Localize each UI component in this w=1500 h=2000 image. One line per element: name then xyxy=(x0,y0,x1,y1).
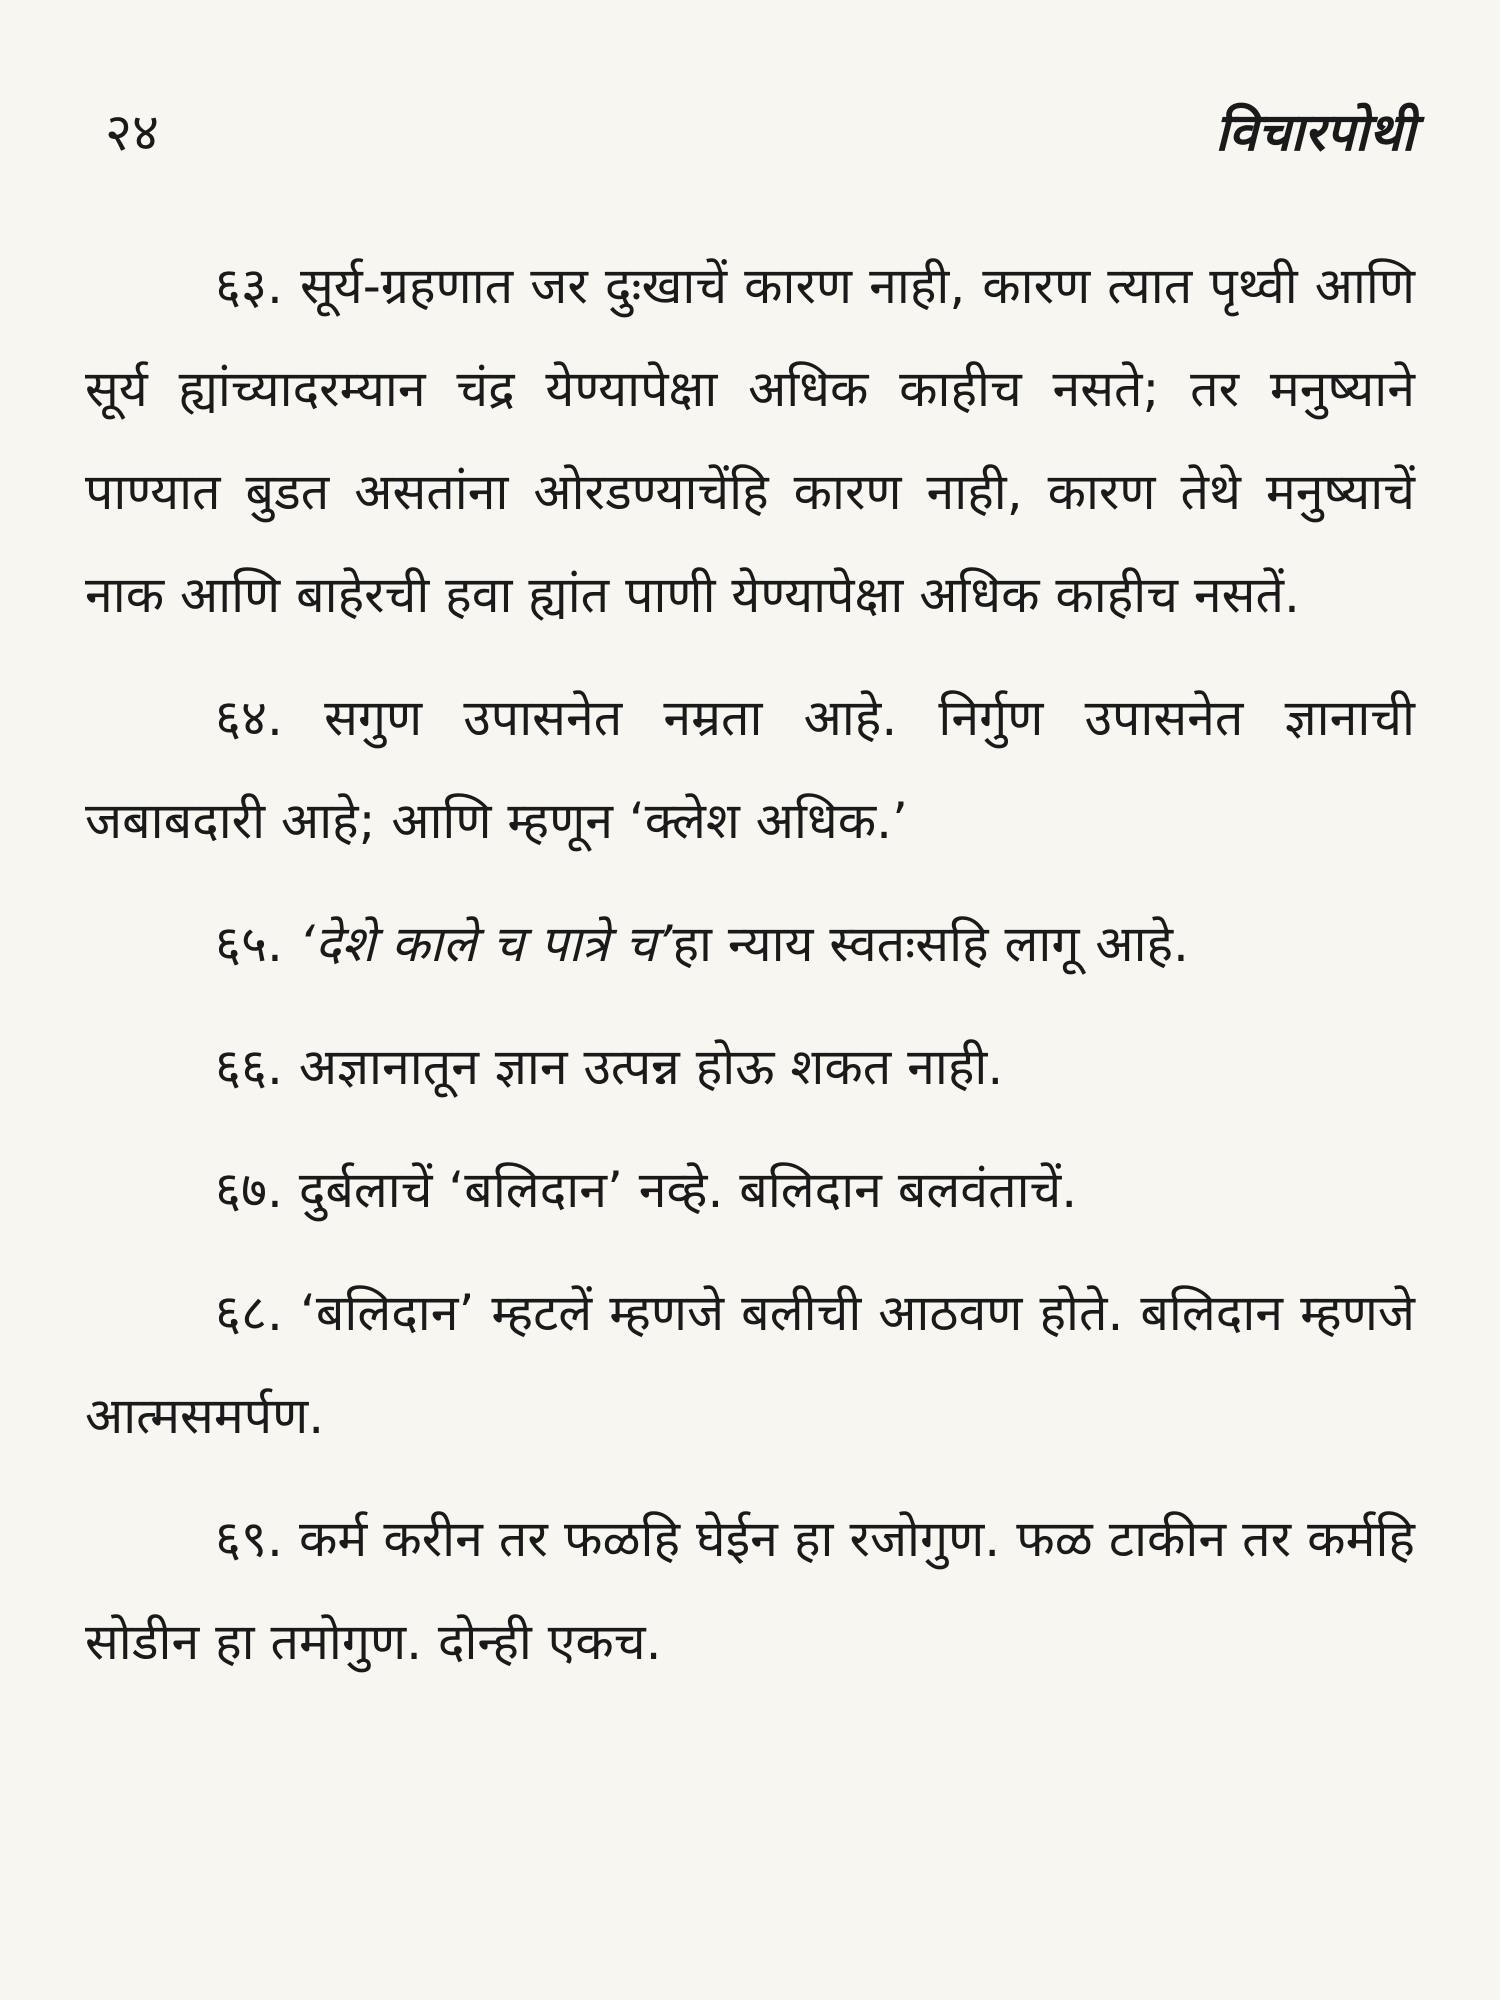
entry-text: सगुण उपासनेत नम्रता आहे. निर्गुण उपासनेत ज्ञानाची जबाबदारी आहे; आणि म्हणून ‘क्लेश अधिक.’ xyxy=(85,689,1415,850)
entry-68 xyxy=(85,1262,1415,1468)
entry-number: ६४. xyxy=(215,689,283,747)
entry-67 xyxy=(85,1139,1415,1242)
entry-63 xyxy=(85,235,1415,647)
book-title: विचारपोथी xyxy=(1215,103,1415,163)
entry-text: हा न्याय स्वतःसहि लागू आहे. xyxy=(672,915,1189,973)
entry-text: दुर्बलाचें ‘बलिदान’ नव्हे. बलिदान बलवंताचें. xyxy=(298,1161,1078,1219)
entry-number: ६७. xyxy=(215,1161,283,1219)
entry-number: ६८. xyxy=(215,1284,283,1342)
entry-number: ६५. xyxy=(215,915,283,973)
entry-text: सूर्य-ग्रहणात जर दुःखाचें कारण नाही, कारण त्यात पृथ्वी आणि सूर्य ह्यांच्यादरम्यान चंद्र येण्यापेक्षा अधिक काहीच नसते; तर मनुष्याने पाण्यात बुडत असतांना ओरडण्याचेंहि कारण नाही, कारण तेथे मनुष्याचें नाक आणि बाहेरची हवा ह्यांत पाणी येण्यापेक्षा अधिक काहीच नसतें. xyxy=(85,257,1415,624)
page-number: २४ xyxy=(105,103,160,163)
entries xyxy=(85,235,1415,1694)
entry-number: ६३. xyxy=(215,257,283,315)
entry-text: ‘बलिदान’ म्हटलें म्हणजे बलीची आठवण होते. बलिदान म्हणजे आत्मसमर्पण. xyxy=(85,1284,1415,1445)
running-head xyxy=(85,95,1415,175)
entry-65 xyxy=(85,893,1415,996)
entry-number: ६६. xyxy=(215,1038,283,1096)
entry-number: ६९. xyxy=(215,1510,283,1568)
entry-64 xyxy=(85,667,1415,873)
entry-66 xyxy=(85,1016,1415,1119)
sanskrit-quote: ‘देशे काले च पात्रे च’ xyxy=(298,915,673,973)
entry-69 xyxy=(85,1488,1415,1694)
entry-text: कर्म करीन तर फळहि घेईन हा रजोगुण. फळ टाकीन तर कर्महि सोडीन हा तमोगुण. दोन्ही एकच. xyxy=(85,1510,1415,1671)
entry-text: अज्ञानातून ज्ञान उत्पन्न होऊ शकत नाही. xyxy=(298,1038,1004,1096)
